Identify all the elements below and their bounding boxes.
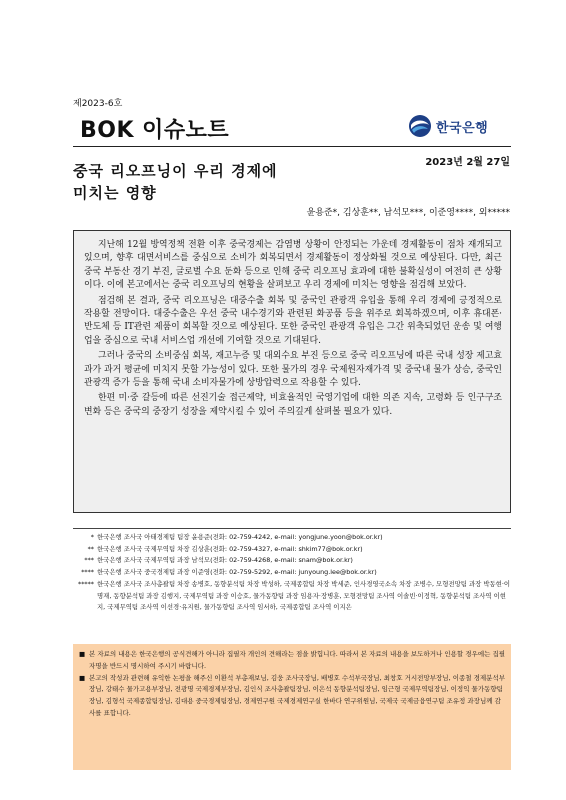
bullet-icon: ■ (79, 650, 86, 658)
footnote-text: 한국은행 조사국 국제무역팀 과장 남석모(전화: 02-759-4268, e-mail: snam@bok.or.kr) (97, 556, 353, 565)
footnote-mark: **** (81, 568, 94, 577)
summary-paragraph: 점검해 본 결과, 중국 리오프닝은 대중수출 회복 및 중국인 관광객 유입을 통해 우리 경제에 긍정적으로 작용할 전망이다. 대중수출은 우선 중국 내수경기와 관련된 화공품 등을 위주로 회복하겠으며, 이후 휴대폰·반도체 등 IT관련 제품이 회복할 것으로 예상된다. 또한 중국인 관광객 유입은 그간 위축되었던 운송 및 여행업을 중심으로 국내 서비스업 개선에 기여할 것으로 기대된다. (84, 295, 502, 346)
disclaimer-box (73, 644, 511, 770)
bullet-icon: ■ (79, 673, 86, 682)
notice-text: 본고의 작성과 관련해 유익한 논평을 해주신 이환석 부총재보님, 김웅 조사국장님, 배병호 수석부국장님, 최창호 거시전망부장님, 이종철 경제분석부장님, 강태수 물가고용부장님, 전광명 국제경제부장님, 김인식 조사총괄팀장님, 이은석 동향분석팀장님, 임근형 국제무역팀장님, 이정익 물가동향팀장님, 김형석 국제종합팀장님, 김대용 중국경제팀장님, 경제연구원 국제경제연구실 한바다 연구위원님, 국제국 국제금융연구팀 조유정 과장님께 감사를 표합니다. (89, 673, 505, 717)
summary-paragraph: 한편 미·중 갈등에 따른 선진기술 접근제약, 비효율적인 국영기업에 대한 의존 지속, 고령화 등 인구구조 변화 등은 중국의 중장기 성장을 제약시킬 수 있어 주의깊게 살펴볼 필요가 있다. (84, 393, 502, 417)
footnote-text: 한국은행 조사국 국제무역팀 차장 김상훈(전화: 02-759-4327, e-mail: shkim77@bok.or.kr) (97, 544, 363, 553)
summary-paragraph: 그러나 중국의 소비중심 회복, 재고누증 및 대외수요 부진 등으로 중국 리오프닝에 따른 국내 성장 제고효과가 과거 평균에 미치지 못할 가능성이 있다. 또한 물가의 경우 국제원자재가격 및 중국내 물가 상승, 중국인 관광객 증가 등을 통해 국내 소비자물가에 상방압력으로 작용할 수 있다. (84, 351, 502, 389)
author-footnotes (73, 528, 511, 614)
footnote (73, 532, 511, 544)
footnote (73, 567, 511, 579)
footnote-text: 한국은행 조사국 중국경제팀 과장 이준영(전화: 02-759-5292, e-mail: junyoung.lee@bok.or.kr) (97, 568, 377, 577)
logo-text: 한국은행 (436, 120, 489, 136)
series-title: BOK 이슈노트 (80, 118, 230, 143)
footnote-mark: *** (84, 556, 94, 565)
report-title (73, 160, 278, 204)
footnote-text: 한국은행 조사국 조사총괄팀 차장 송병호, 동향분석팀 차장 박성하, 국제종합팀 차장 박세준, 인사경영국소속 차장 조병수, 모형전망팀 과장 박동현·이명재, 동향분석팀 과장 김행지, 국제무역팀 과장 이승호, 물가동향팀 과장 임용자·장병훈, 모형전망팀 조사역 이솔빈·이정혁, 동향분석팀 조사역 이현지, 국제무역팀 조사역 이선경·유지원, 물가동향팀 조사역 임서하, 국제종합팀 조사역 이지은 (97, 579, 511, 612)
bok-logo-icon (408, 114, 432, 138)
bok-logo (408, 114, 488, 138)
notice-item (79, 673, 505, 720)
notice-item (79, 649, 505, 673)
footnote (73, 579, 511, 614)
footnote-mark: ** (87, 544, 94, 553)
footnote-mark: * (90, 533, 94, 541)
footnote (73, 544, 511, 556)
publish-date: 2023년 2월 27일 (425, 157, 510, 168)
title-line-2: 미치는 영향 (73, 184, 157, 202)
issue-number: 제2023-6호 (73, 99, 123, 109)
author-list: 윤용준*, 김상훈**, 남석모***, 이준영****, 외***** (306, 208, 510, 218)
title-line-1: 중국 리오프닝이 우리 경제에 (73, 162, 278, 180)
notice-text: 본 자료의 내용은 한국은행의 공식견해가 아니라 집필자 개인의 견해라는 점을 밝힙니다. 따라서 본 자료의 내용을 보도하거나 인용할 경우에는 집필자명을 반드시 명시하여 주시기 바랍니다. (89, 650, 505, 670)
summary-box (73, 230, 511, 513)
footnote-text: 한국은행 조사국 아태경제팀 팀장 윤용준(전화: 02-759-4242, e-mail: yongjune.yoon@bok.or.kr) (97, 533, 383, 541)
summary-paragraph: 지난해 12월 방역정책 전환 이후 중국경제는 감염병 상황이 안정되는 가운데 경제활동이 점차 재개되고 있으며, 향후 대면서비스를 중심으로 소비가 회복되면서 경제활동이 정상화될 것으로 예상된다. 다만, 최근 중국 부동산 경기 부진, 글로벌 수요 둔화 등으로 인해 중국 리오프닝 효과에 대한 불확실성이 여전히 큰 상황이다. 이에 본고에서는 중국 리오프닝의 현황을 살펴보고 우리 경제에 미치는 영향을 점검해 보았다. (84, 240, 502, 291)
footnote (73, 555, 511, 567)
footnote-mark: ***** (78, 579, 94, 588)
header-divider (73, 146, 511, 147)
